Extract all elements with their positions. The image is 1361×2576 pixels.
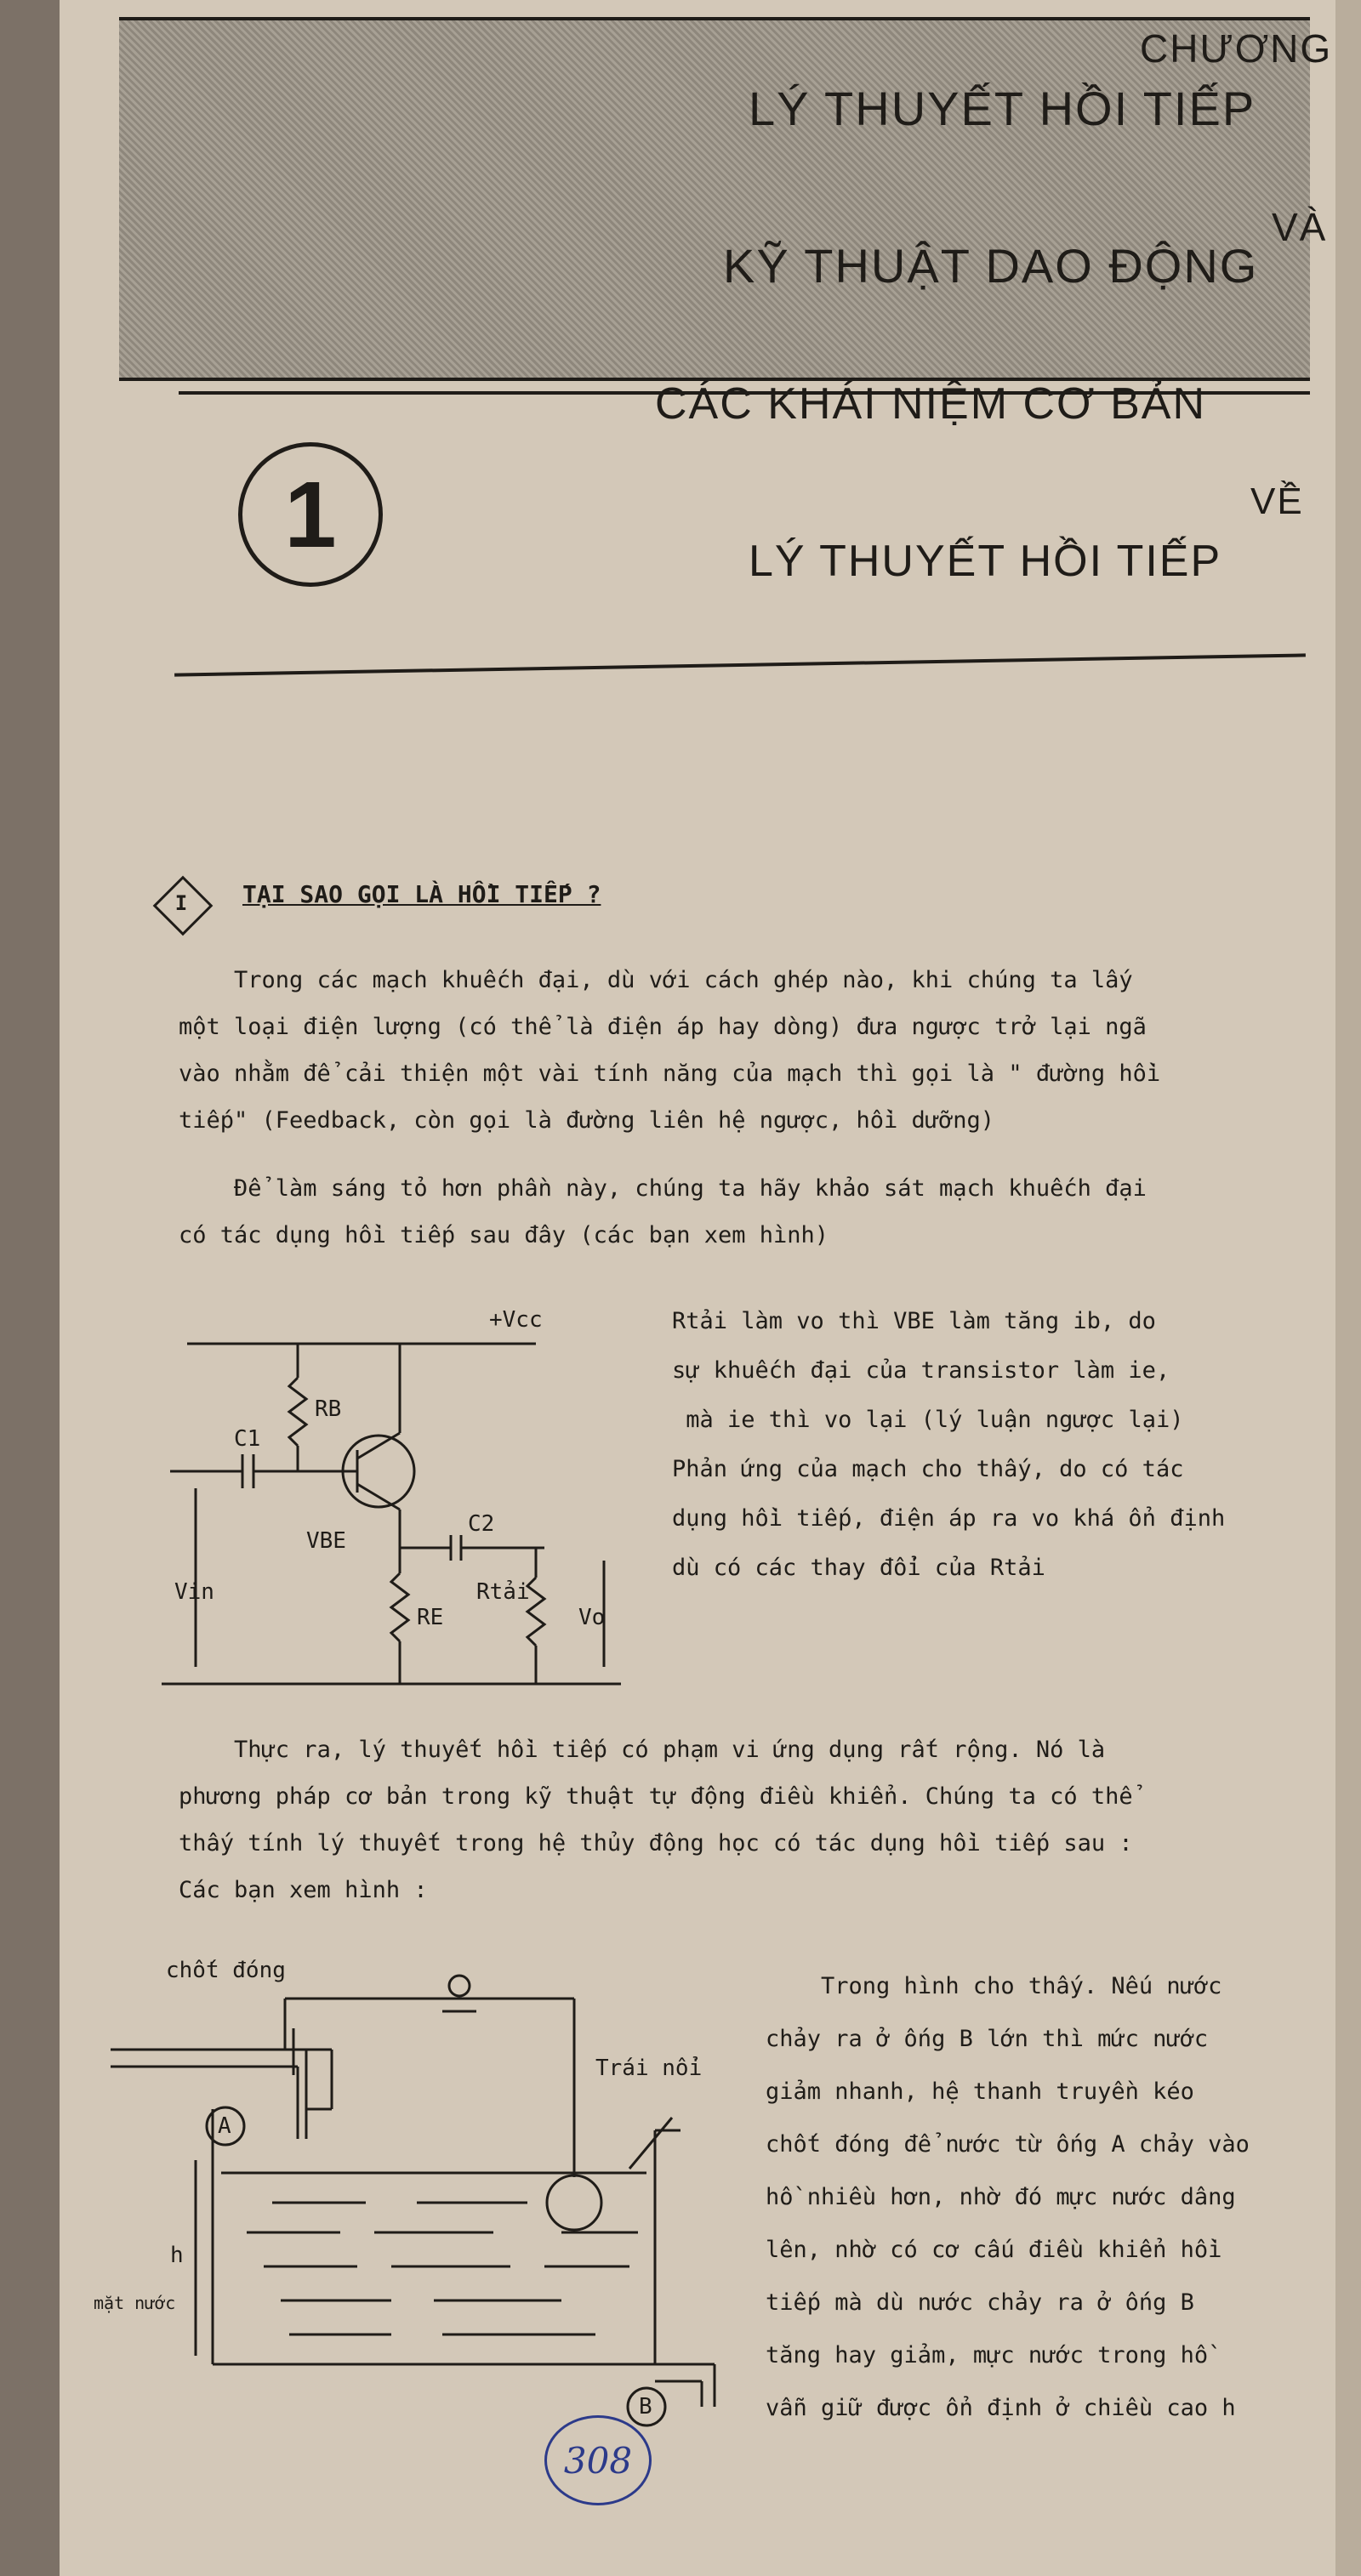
float-label: Trái nổi [595,2056,703,2081]
section-title-line1: CÁC KHÁI NIỆM CƠ BẢN [655,379,1207,429]
paragraph-survey: Để làm sáng tỏ hơn phần này, chúng ta hãy khảo sát mạch khuếch đại có tác dụng hồi tiếp sau đây (các bạn xem hình) [179,1175,1147,1248]
chapter-title-line2: KỸ THUẬT DAO ĐỘNG [723,239,1259,293]
section-title-line2: VỀ [1250,481,1304,522]
chapter-label: CHƯƠNG [1140,26,1333,71]
hydraulic-feedback-diagram [85,1948,749,2441]
pipe-a-label: A [218,2113,231,2139]
hydraulic-caption: Trong hình cho thấy. Nếu nước chảy ra ở ống B lớn thì mức nước giảm nhanh, hệ thanh truyền kéo chốt đóng để nước từ ống A chảy vào hồ nhiều hơn, nhờ đó mực nước dâng lên, nhờ có cơ cấu điều khiển hồi tiếp mà dù nước chảy ra ở ống B tăng hay giảm, mực nước trong hồ vẫn giữ được ổn định ở chiều cao h [766,1973,1250,2421]
paragraph-hydraulic: Thực ra, lý thuyết hồi tiếp có phạm vi ứng dụng rất rộng. Nó là phương pháp cơ bản trong kỹ thuật tự động điều khiển. Chúng ta có thể thấy tính lý thuyết trong hệ thủy động học có tác dụng hồi tiếp sau : Các bạn xem hình : [179,1737,1133,1903]
vcc-label: +Vcc [489,1307,543,1333]
rb-label: RB [315,1396,342,1422]
vo-label: Vo [578,1605,606,1630]
section-title-line3: LÝ THUYẾT HỒI TIẾP [749,537,1222,586]
subsection-title: TẠI SAO GỌI LÀ HỒI TIẾP ? [242,880,601,908]
rtai-label: Rtải [476,1579,530,1605]
page-edge [1335,0,1361,2576]
height-label: h [170,2243,184,2268]
book-spine [0,0,60,2576]
latch-label: chốt đóng [166,1958,286,1983]
chapter-banner [119,17,1310,381]
chapter-title-and: VÀ [1272,205,1328,249]
section-number-badge: 1 [238,442,383,587]
subsection-numeral: I [174,891,188,915]
c2-label: C2 [468,1511,495,1537]
vin-label: Vin [174,1579,214,1605]
pipe-b-label: B [639,2394,652,2420]
circuit-caption: Rtải làm vo thì VBE làm tăng ib, do sự khuếch đại của transistor làm ie, mà ie thì vo lại (lý luận ngược lại) Phản ứng của mạch cho thấy, do có tác dụng hồi tiếp, điện áp ra vo khá ổn định dù có các thay đổi của Rtải [672,1308,1226,1581]
paragraph-intro: Trong các mạch khuếch đại, dù với cách ghép nào, khi chúng ta lấy một loại điện lượng (có thể là điện áp hay dòng) đưa ngược trở lại ngã vào nhằm để cải thiện một vài tính năng của mạch thì gọi là " đường hồi tiếp" (Feedback, còn gọi là đường liên hệ ngược, hồi dưỡng) [179,967,1161,1134]
vbe-label: VBE [306,1528,346,1554]
amplifier-circuit-diagram [162,1276,638,1701]
page-number: 308 [544,2415,652,2505]
re-label: RE [417,1605,444,1630]
chapter-title-line1: LÝ THUYẾT HỒI TIẾP [749,82,1256,135]
water-surface-label: mặt nước [94,2293,176,2313]
c1-label: C1 [234,1426,261,1452]
